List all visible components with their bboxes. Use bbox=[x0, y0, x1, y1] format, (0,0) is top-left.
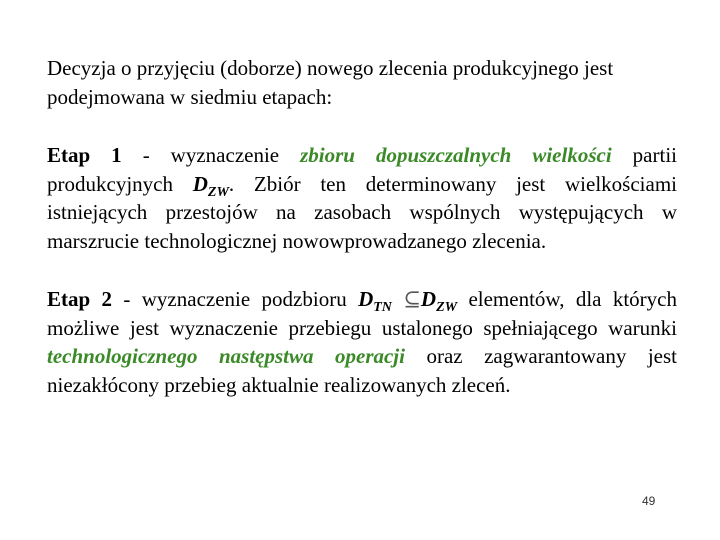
etap1-symbol-letter: D bbox=[192, 171, 208, 196]
etap2-highlight: technologicznego następstwa operacji bbox=[47, 344, 405, 368]
etap1-label: Etap 1 bbox=[47, 143, 122, 167]
etap2-dash-text: - wyznaczenie podzbioru bbox=[112, 287, 359, 311]
etap1-dash-text: - wyznaczenie bbox=[121, 143, 301, 167]
subset-operator: ⊆ bbox=[403, 287, 421, 311]
etap1-rest: . Zbiór ten determinowany jest wielkościami istniejących przestojów na zasobach wspólnych występujących w marszrucie technologicznej nowowprowadzanego zlecenia. bbox=[47, 171, 677, 253]
etap1-highlight: zbioru dopuszczalnych wielkości bbox=[300, 143, 612, 167]
etap2-symbol2-sub: ZW bbox=[436, 300, 458, 315]
intro-paragraph bbox=[47, 54, 677, 111]
etap2-symbol-dzw bbox=[420, 287, 458, 315]
etap1-symbol-sub: ZW bbox=[207, 184, 229, 200]
etap1-text-after: partii produkcyjnych bbox=[47, 143, 677, 196]
etap2-label: Etap 2 bbox=[47, 287, 113, 311]
etap1-symbol bbox=[192, 171, 229, 200]
etap2-symbol1-sub: TN bbox=[373, 300, 392, 315]
etap2-symbol1-letter: D bbox=[358, 287, 374, 311]
etap2-paragraph bbox=[47, 285, 677, 399]
etap1-paragraph bbox=[47, 141, 677, 255]
intro-text: Decyzja o przyjęciu (doborze) nowego zlecenia produkcyjnego jest podejmowana w siedmiu etapach: bbox=[47, 56, 614, 109]
etap2-symbol2-letter: D bbox=[420, 287, 437, 311]
etap2-rest: oraz zagwarantowany jest niezakłócony przebieg aktualnie realizowanych zleceń. bbox=[47, 344, 678, 397]
etap2-symbol-dtn bbox=[358, 287, 392, 315]
page-number: 49 bbox=[642, 494, 656, 508]
etap2-text-mid: elementów, dla których możliwe jest wyznaczenie przebiegu ustalonego spełniającego warunki bbox=[47, 287, 677, 340]
